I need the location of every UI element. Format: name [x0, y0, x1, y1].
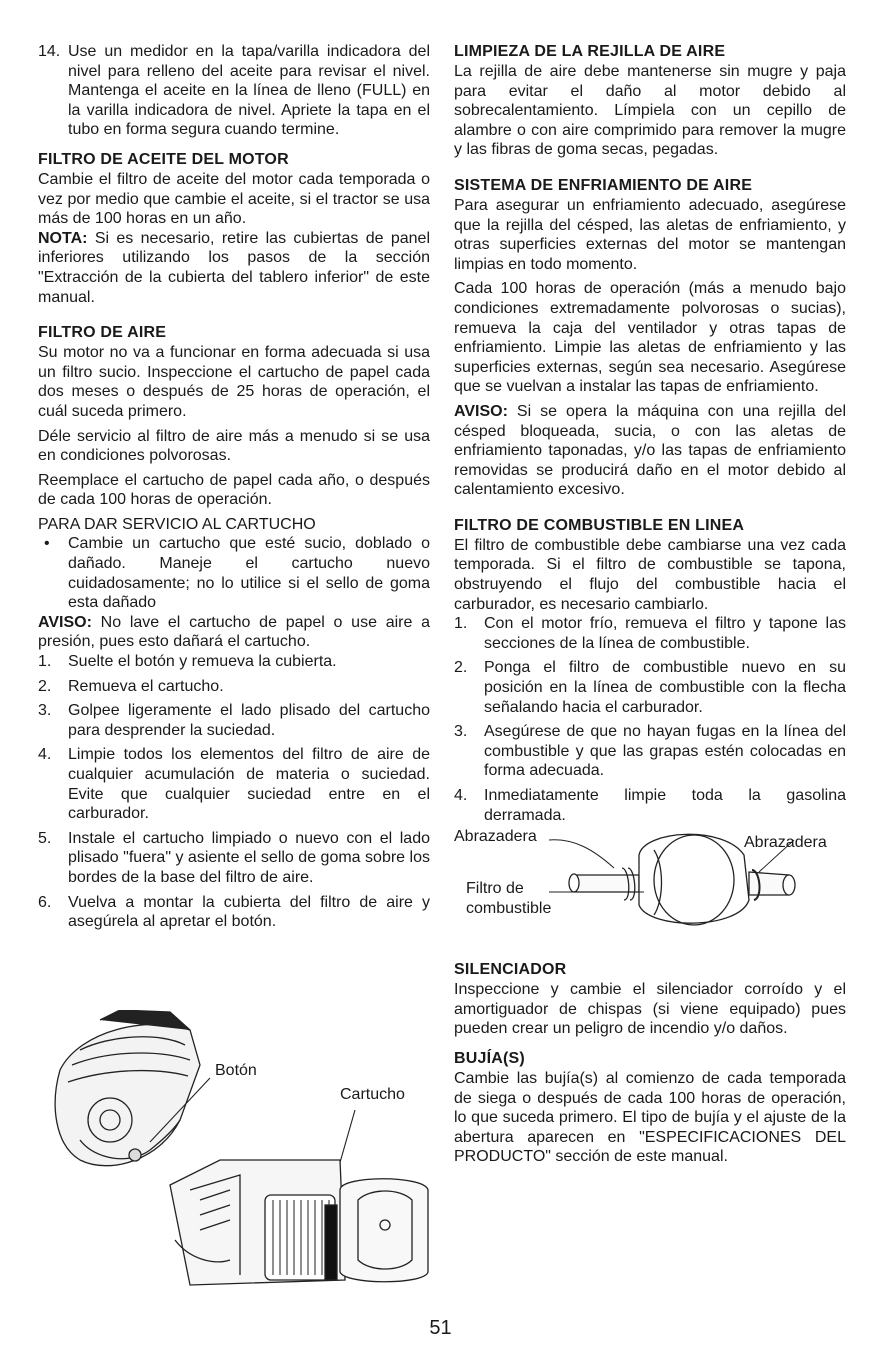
step-number: 6. [38, 893, 52, 911]
muffler-text: Inspeccione y cambie el silenciador corroído y el amortiguador de chispas (si viene equipado) pues pueden crear un peligro de incendio y/o daños. [454, 981, 846, 1038]
step-item [38, 829, 430, 888]
bullet-text: Cambie un cartucho que esté sucio, doblado o dañado. Maneje el cartucho nuevo cuidadosamente; no lo utilice si el sello de goma esta dañado [68, 535, 430, 612]
label-cartridge: Cartucho [340, 1086, 405, 1103]
service-heading: PARA DAR SERVICIO AL CARTUCHO [38, 515, 316, 533]
step-item [454, 722, 846, 781]
step-item [38, 652, 430, 672]
step-text: Suelte el botón y remueva la cubierta. [68, 653, 337, 671]
step-text: Golpee ligeramente el lado plisado del cartucho para desprender la suciedad. [68, 702, 430, 739]
cooling-p1: Para asegurar un enfriamiento adecuado, asegúrese que la rejilla del césped, las aletas de enfriamiento, y otras superficies externas del motor se mantengan limpias en todo momento. [454, 196, 846, 273]
heading-muffler: SILENCIADOR [454, 961, 567, 979]
step-item [454, 614, 846, 653]
warning-label: AVISO: [38, 613, 92, 631]
step-text: Instale el cartucho limpiado o nuevo con el lado plisado "fuera" y asiente el sello de goma sobre los bordes de la base del filtro de aire. [68, 829, 430, 886]
right-column [454, 42, 846, 1167]
step-text: Remueva el cartucho. [68, 677, 224, 695]
cooling-p2: Cada 100 horas de operación (más a menudo bajo condiciones extremadamente polvorosas o sucias), remueva la caja del ventilador y otras tapas de enfriamiento. Limpie las aletas de enfriamiento y las superficies externas, según sea necesario. Asegúrese que se vuelvan a instalar las tapas de enfriamiento. [454, 280, 846, 396]
air-filter-p3: Reemplace el cartucho de papel cada año, o después de cada 100 horas de operación. [38, 471, 430, 509]
note-label: NOTA: [38, 229, 88, 247]
heading-spark-plug: BUJÍA(S) [454, 1049, 525, 1067]
oil-filter-text: Cambie el filtro de aceite del motor cada temporada o vez por medio que cambie el aceite, si el tractor se usa más de 100 horas en un año. [38, 170, 430, 228]
step-item [38, 701, 430, 740]
heading-cooling: SISTEMA DE ENFRIAMIENTO DE AIRE [454, 176, 753, 194]
warning-text: No lave el cartucho de papel o use aire a presión, pues esto dañará el cartucho. [38, 613, 430, 651]
step-number: 14. [38, 43, 61, 60]
label-fuel-filter-2: combustible [466, 900, 552, 917]
heading-oil-filter: FILTRO DE ACEITE DEL MOTOR [38, 150, 289, 168]
air-filter-steps [38, 652, 430, 932]
cooling-warning [454, 402, 846, 500]
air-filter-p2: Déle servicio al filtro de aire más a menudo si se usa en condiciones polvorosas. [38, 427, 430, 465]
bullet-dot: • [44, 535, 50, 553]
label-clamp-right: Abrazadera [744, 834, 827, 851]
heading-air-filter: FILTRO DE AIRE [38, 324, 167, 342]
step-text: Inmediatamente limpie toda la gasolina derramada. [484, 787, 846, 824]
label-clamp-left: Abrazadera [454, 828, 537, 845]
step-number: 1. [454, 615, 468, 633]
step-text: Limpie todos los elementos del filtro de aire de cualquier acumulación de materia o suciedad. Evite que cualquier suciedad entre en el carburador. [68, 746, 430, 823]
step-item [38, 745, 430, 823]
step-number: 3. [454, 723, 468, 741]
fuel-filter-steps [454, 614, 846, 825]
step-number: 4. [38, 746, 52, 764]
spark-plug-text: Cambie las bujía(s) al comienzo de cada temporada de siega o después de cada 100 horas de operación, lo que suceda primero. El tipo de bujía y el ajuste de la abertura aparecen en "ESPECIFICACIONES DEL PRODUCTO" sección de este manual. [454, 1069, 846, 1166]
heading-grille: LIMPIEZA DE LA REJILLA DE AIRE [454, 43, 726, 60]
fuel-filter-text: El filtro de combustible debe cambiarse una vez cada temporada. Si el filtro de combustible se tapona, obstruyendo el flujo del combustible hacia el carburador, es necesario cambiarlo. [454, 536, 846, 613]
page-number: 51 [429, 1317, 452, 1339]
warning-text: Si se opera la máquina con una rejilla del césped bloqueada, sucia, o con las aletas de enfriamiento taponadas, y/o las tapas de enfriamiento removidas se producirá daño en el motor debido al calentamiento excesivo. [454, 402, 846, 499]
step-text: Vuelva a montar la cubierta del filtro de aire y asegúrela al apretar el botón. [68, 893, 430, 931]
step-item [454, 658, 846, 717]
oil-filter-note [38, 229, 430, 307]
heading-fuel-filter: FILTRO DE COMBUSTIBLE EN LINEA [454, 516, 745, 534]
step-item [38, 893, 430, 932]
note-text: Si es necesario, retire las cubiertas de panel inferiores utilizando los pasos de la sección "Extracción de la cubierta del tablero inferior" de este manual. [38, 229, 430, 306]
step-text: Asegúrese de que no hayan fugas en la línea del combustible y que las grapas estén colocadas en forma adecuada. [484, 723, 846, 780]
service-bullets [38, 534, 430, 612]
step-text: Use un medidor en la tapa/varilla indicadora del nivel para relleno del aceite para revisar el nivel. Mantenga el aceite en la línea de lleno (FULL) en la varilla indicadora de nivel. Apriete la tapa en el tubo en forma segura cuando termine. [68, 43, 430, 139]
label-fuel-filter-1: Filtro de [466, 880, 524, 897]
step-item [38, 677, 430, 697]
step-number: 4. [454, 787, 468, 804]
fuel-filter-figure [454, 820, 849, 940]
step-number: 2. [454, 659, 468, 677]
step-number: 5. [38, 829, 52, 847]
step-14 [38, 42, 430, 140]
grille-text: La rejilla de aire debe mantenerse sin mugre y paja para evitar el daño al motor debido al sobrecalentamiento. Límpiela con un cepillo de alambre o con aire comprimido para remover la mugre y las fibras de goma secas, pegadas. [454, 63, 846, 159]
step-number: 3. [38, 702, 52, 720]
air-filter-p1: Su motor no va a funcionar en forma adecuada si usa un filtro sucio. Inspeccione el cartucho de papel cada dos meses o después de 25 horas de operación, el cuál suceda primero. [38, 344, 430, 420]
warning-label: AVISO: [454, 402, 508, 420]
air-filter-warning [38, 613, 430, 652]
bullet-item [38, 534, 430, 612]
step-text: Con el motor frío, remueva el filtro y tapone las secciones de la línea de combustible. [484, 615, 846, 652]
step-number: 1. [38, 653, 52, 671]
left-column [38, 42, 430, 937]
air-filter-figure [40, 1010, 435, 1290]
label-button: Botón [215, 1062, 257, 1079]
step-number: 2. [38, 677, 52, 695]
step-text: Ponga el filtro de combustible nuevo en su posición en la línea de combustible con la flecha señalando hacia el carburador. [484, 659, 846, 716]
air-filter-illustration [40, 1010, 435, 1290]
